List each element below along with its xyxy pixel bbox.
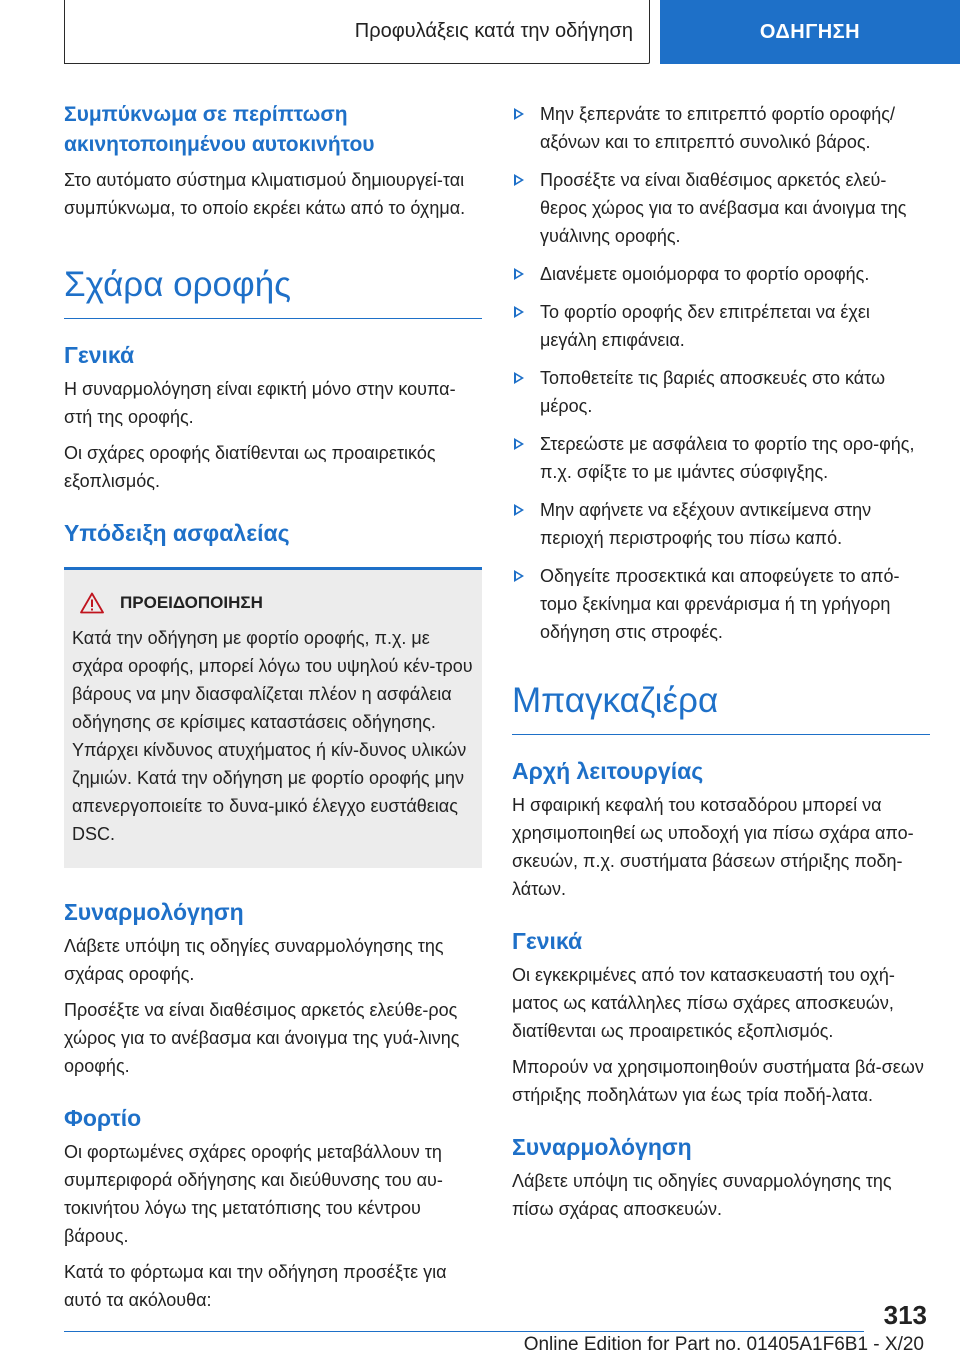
- general-paragraph-1: Η συναρμολόγηση είναι εφικτή μόνο στην κουπα-στή της οροφής.: [64, 379, 456, 427]
- general-paragraph-right-2: Μπορούν να χρησιμοποιηθούν συστήματα βά-σεων στήριξης ποδηλάτων για έως τρία ποδή-λατα.: [512, 1057, 924, 1105]
- warning-text: Κατά την οδήγηση με φορτίο οροφής, π.χ. με σχάρα οροφής, μπορεί λόγω του υψηλού κέν-τρου βάρους να μην διασφαλίζεται πλέον η ασφάλεια οδήγησης σε κρίσιμες καταστάσεις οδήγησης. Υπάρχει κίνδυνος ατυχήματος ή κίν-δυνος υλικών ζημιών. Κατά την οδήγηση με φορτίο οροφής μην απενεργοποιείτε το δυνα-μικό έλεγχο ευστάθειας DSC.: [72, 628, 473, 844]
- list-item: Προσέξτε να είναι διαθέσιμος αρκετός ελεύ-θερος χώρος για το ανέβασμα και άνοιγμα της γυάλινης οροφής.: [512, 166, 930, 250]
- edition-note: Online Edition for Part no. 01405A1F6B1 - X/20: [523, 1334, 924, 1355]
- bullet-triangle-icon: [514, 372, 524, 384]
- bullet-triangle-icon: [514, 504, 524, 516]
- warning-label: ΠΡΟΕΙΔΟΠΟΙΗΣΗ: [120, 593, 263, 612]
- load-heading: Φορτίο: [64, 1105, 142, 1131]
- running-header: [64, 0, 650, 64]
- condensation-text: Στο αυτόματο σύστημα κλιματισμού δημιουργεί-ται συμπύκνωμα, το οποίο εκρέει κάτω από το όχημα.: [64, 170, 466, 218]
- general-heading: Γενικά: [64, 342, 135, 368]
- bullet-triangle-icon: [514, 174, 524, 186]
- bullet-triangle-icon: [514, 108, 524, 120]
- warning-triangle-icon: [80, 592, 104, 614]
- chapter-tab[interactable]: [660, 0, 960, 64]
- load-paragraph-2: Κατά το φόρτωμα και την οδήγηση προσέξτε για αυτό τα ακόλουθα:: [64, 1262, 447, 1310]
- footer-divider: [64, 1331, 864, 1332]
- right-column: [512, 100, 930, 1223]
- load-rules-list: [512, 100, 930, 646]
- section-title: Προφυλάξεις κατά την οδήγηση: [354, 20, 633, 42]
- list-item: Μην αφήνετε να εξέχουν αντικείμενα στην περιοχή περιστροφής του πίσω καπό.: [512, 496, 930, 552]
- assembly-heading-right: Συναρμολόγηση: [512, 1134, 692, 1160]
- list-item: Μην ξεπερνάτε το επιτρεπτό φορτίο οροφής/ αξόνων και το επιτρεπτό συνολικό βάρος.: [512, 100, 930, 156]
- page-number: 313: [883, 1300, 927, 1330]
- list-item: Διανέμετε ομοιόμορφα το φορτίο οροφής.: [512, 260, 930, 288]
- warning-header: [80, 592, 474, 614]
- list-item: Στερεώστε με ασφάλεια το φορτίο της ορο-φής, π.χ. σφίξτε το με ιμάντες σύσφιγξης.: [512, 430, 930, 486]
- list-item: Οδηγείτε προσεκτικά και αποφεύγετε το από-τομο ξεκίνημα και φρενάρισμα ή τη γρήγορη οδήγηση στις στροφές.: [512, 562, 930, 646]
- condensation-heading: Συμπύκνωμα σε περίπτωση ακινητοποιημένου αυτοκινήτου: [64, 103, 375, 156]
- bike-rack-title: Μπαγκαζιέρα: [512, 680, 930, 735]
- general-heading-right: Γενικά: [512, 928, 583, 954]
- roof-rack-title: Σχάρα οροφής: [64, 264, 482, 319]
- safety-heading: Υπόδειξη ασφαλείας: [64, 520, 290, 546]
- bullet-triangle-icon: [514, 306, 524, 318]
- list-item: Τοποθετείτε τις βαριές αποσκευές στο κάτω μέρος.: [512, 364, 930, 420]
- general-paragraph-2: Οι σχάρες οροφής διατίθενται ως προαιρετικός εξοπλισμός.: [64, 443, 436, 491]
- list-item: Το φορτίο οροφής δεν επιτρέπεται να έχει μεγάλη επιφάνεια.: [512, 298, 930, 354]
- left-column: [64, 100, 482, 1314]
- assembly-paragraph-1: Λάβετε υπόψη τις οδηγίες συναρμολόγησης της σχάρας οροφής.: [64, 936, 444, 984]
- assembly-text-right: Λάβετε υπόψη τις οδηγίες συναρμολόγησης της πίσω σχάρας αποσκευών.: [512, 1171, 892, 1219]
- bullet-triangle-icon: [514, 570, 524, 582]
- principle-heading: Αρχή λειτουργίας: [512, 758, 704, 784]
- principle-text: Η σφαιρική κεφαλή του κοτσαδόρου μπορεί να χρησιμοποιηθεί ως υποδοχή για πίσω σχάρα απο-σκευών, π.χ. συστήματα βάσεων στήριξης ποδη-λάτων.: [512, 795, 914, 899]
- warning-box: [64, 567, 482, 868]
- bullet-triangle-icon: [514, 268, 524, 280]
- bullet-triangle-icon: [514, 438, 524, 450]
- load-paragraph-1: Οι φορτωμένες σχάρες οροφής μεταβάλλουν τη συμπεριφορά οδήγησης και διεύθυνσης του αυ-τοκινήτου λόγω της μετατόπισης του κέντρου βάρους.: [64, 1142, 443, 1246]
- general-paragraph-right-1: Οι εγκεκριμένες από τον κατασκευαστή του οχή-ματος ως κατάλληλες πίσω σχάρες αποσκευών, διατίθενται ως προαιρετικός εξοπλισμός.: [512, 965, 895, 1041]
- chapter-tab-label: ΟΔΗΓΗΣΗ: [759, 20, 861, 43]
- assembly-paragraph-2: Προσέξτε να είναι διαθέσιμος αρκετός ελεύθε-ρος χώρος για το ανέβασμα και άνοιγμα της γυά-λινης οροφής.: [64, 1000, 460, 1076]
- assembly-heading: Συναρμολόγηση: [64, 899, 244, 925]
